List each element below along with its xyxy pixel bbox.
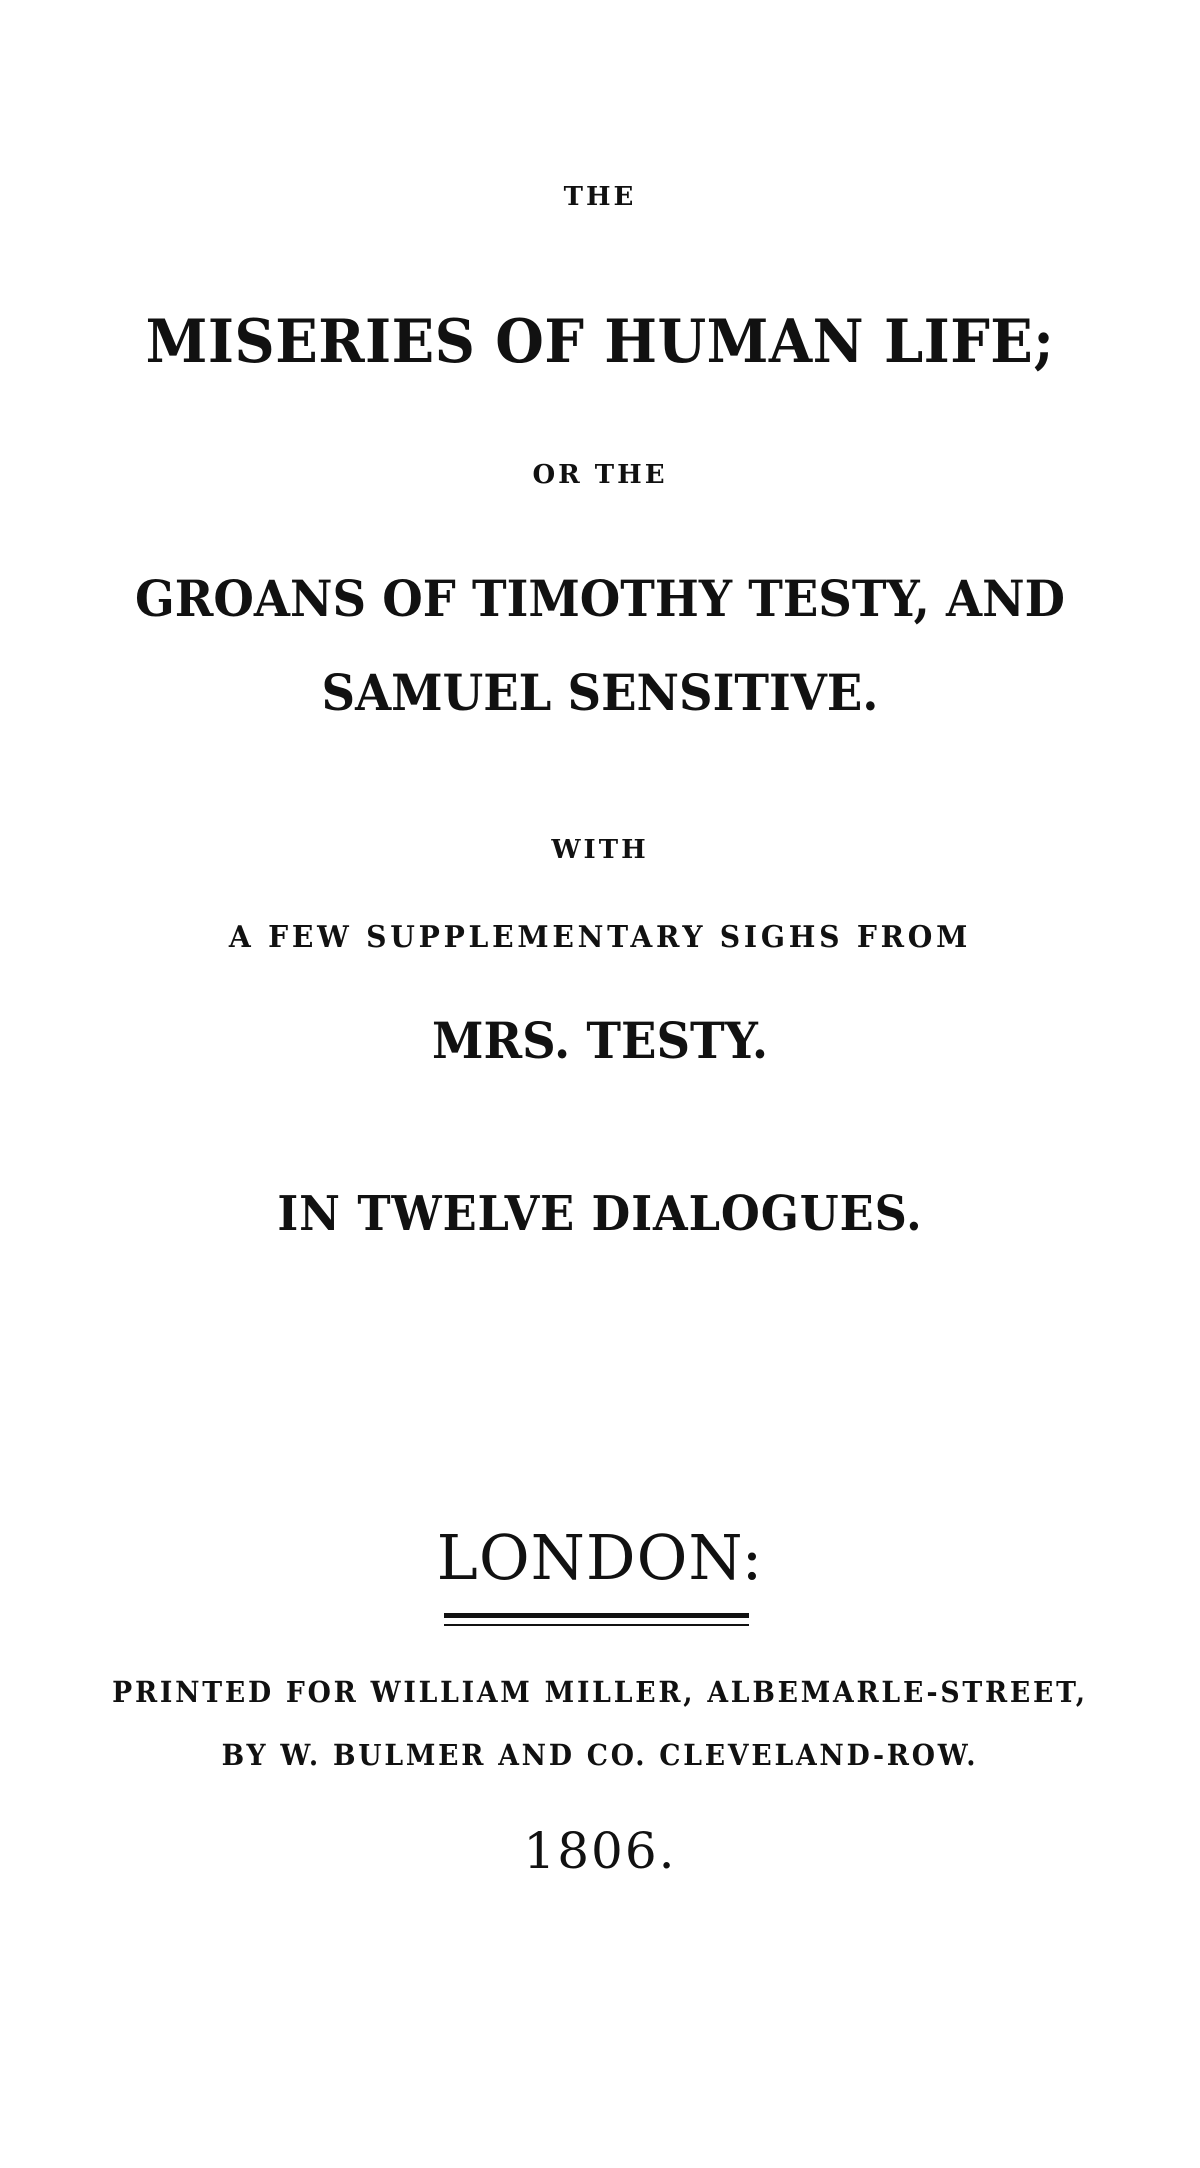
or-the-word: OR THE	[532, 460, 668, 490]
imprint-place: LONDON:	[436, 1521, 764, 1594]
mrs-testy-line: MRS. TESTY.	[431, 1011, 769, 1070]
subtitle-line-1: GROANS OF TIMOTHY TESTY, AND	[135, 569, 1065, 628]
with-word: WITH	[551, 835, 649, 865]
main-title: MISERIES OF HUMAN LIFE;	[145, 307, 1055, 377]
double-rule-thick	[444, 1613, 749, 1618]
double-rule-thin	[444, 1624, 749, 1626]
the-word: THE	[563, 182, 637, 212]
imprint-printer-line-1: PRINTED FOR WILLIAM MILLER, ALBEMARLE-STREET,	[112, 1675, 1088, 1709]
subtitle-line-2: SAMUEL SENSITIVE.	[321, 663, 879, 722]
supplementary-line: A FEW SUPPLEMENTARY SIGHS FROM	[228, 920, 972, 955]
imprint-printer-line-2: BY W. BULMER AND CO. CLEVELAND-ROW.	[221, 1738, 979, 1772]
imprint-year: 1806.	[523, 1822, 677, 1880]
dialogues-line: IN TWELVE DIALOGUES.	[277, 1186, 923, 1242]
